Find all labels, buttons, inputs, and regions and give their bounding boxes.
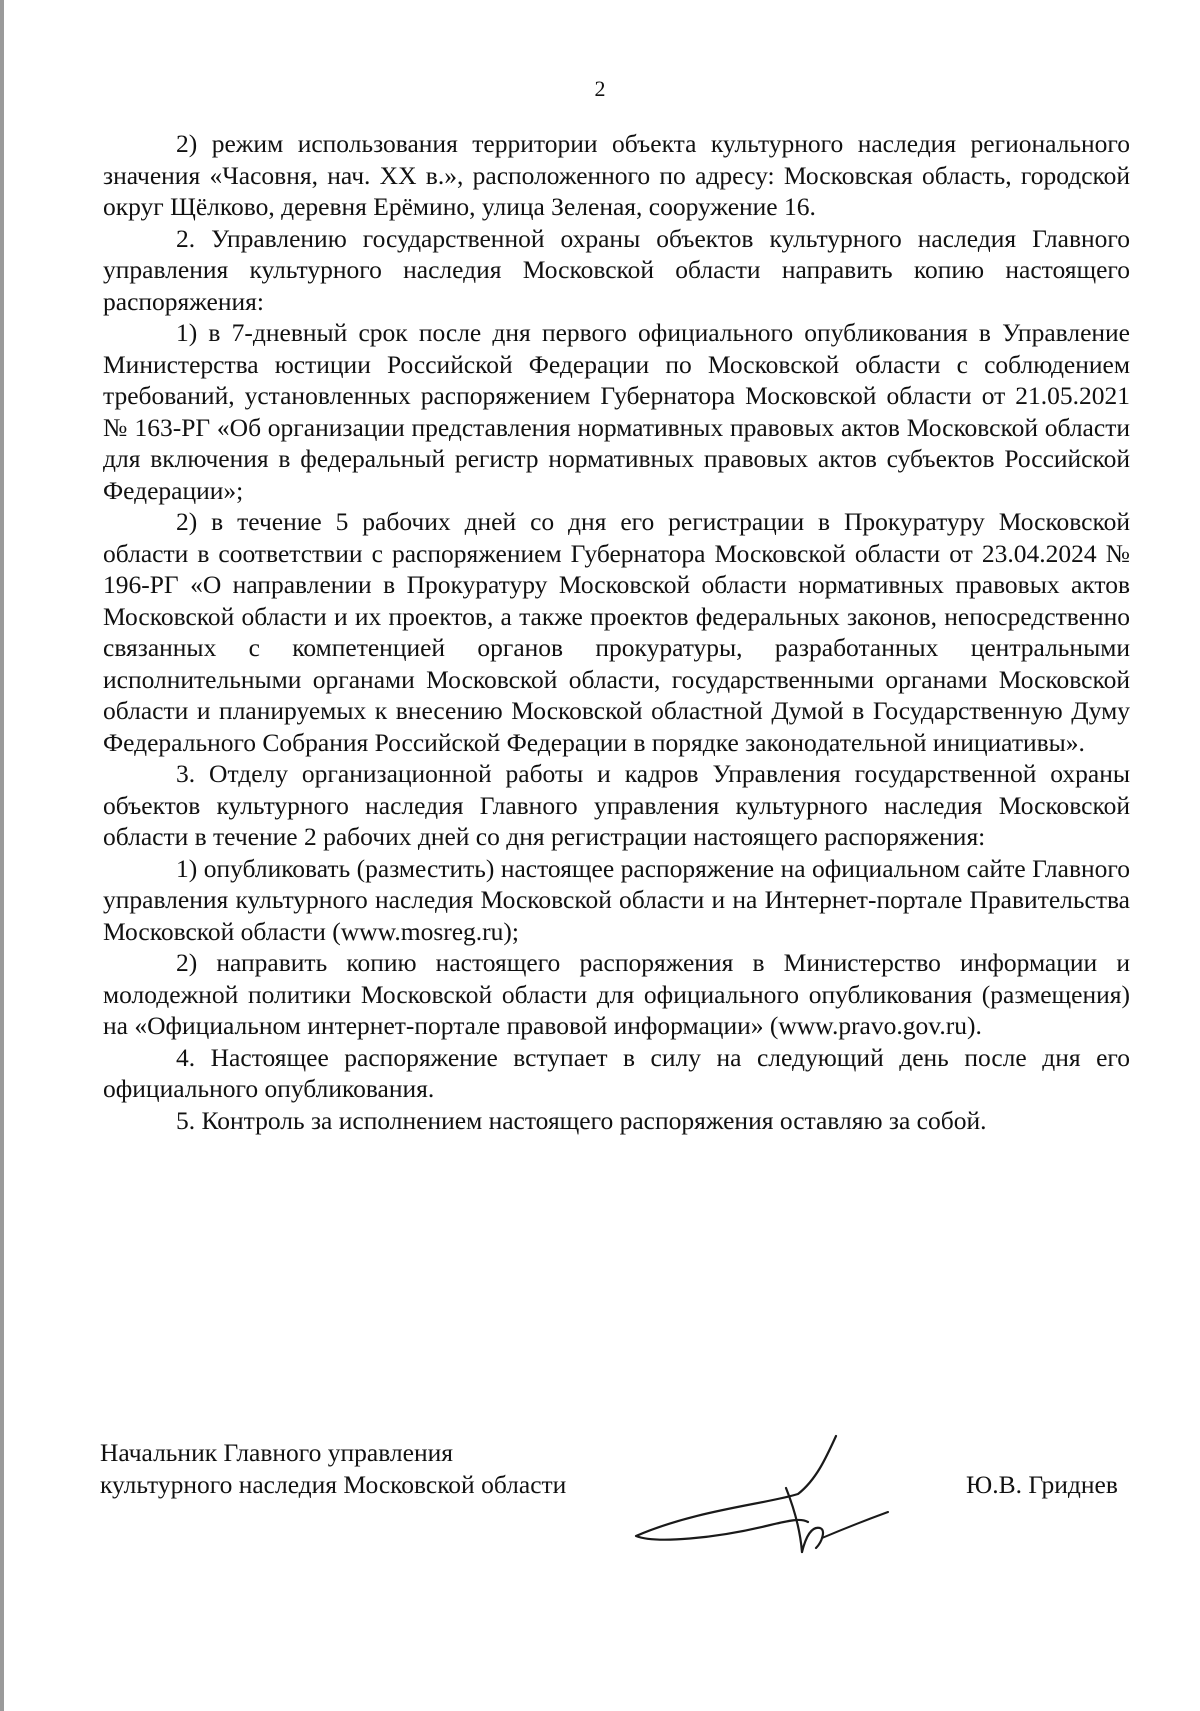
signatory-name: Ю.В. Гриднев	[966, 1470, 1118, 1499]
page-number: 2	[594, 76, 606, 101]
handwritten-signature	[626, 1418, 906, 1558]
signatory-title-line-2: культурного наследия Московской области	[100, 1470, 567, 1499]
scan-edge	[0, 0, 4, 1711]
paragraph-clause-4: 4. Настоящее распоряжение вступает в силу на следующий день после дня его официального опубликования.	[103, 1042, 1130, 1103]
paragraph-clause-2-subitem-2: 2) в течение 5 рабочих дней со дня его регистрации в Прокуратуру Московской области в соответствии с распоряжением Губернатора Московской области от 23.04.2024 № 196-РГ «О направлении в Прокуратуру Московской области нормативных правовых актов Московской области и их проектов, а также проектов федеральных законов, непосредственно связанных с компетенцией органов прокуратуры, разработанных центральными исполнительными органами Московской области, государственными органами Московской области и планируемых к внесению Московской областной Думой в Государственную Думу Федерального Собрания Российской Федерации в порядке законодательной инициативы».	[103, 507, 1130, 757]
signatory-title-line-1: Начальник Главного управления	[100, 1438, 453, 1467]
paragraph-clause-5: 5. Контроль за исполнением настоящего распоряжения оставляю за собой.	[176, 1105, 987, 1135]
document-body	[103, 128, 1130, 1136]
signatory-title	[100, 1437, 566, 1501]
paragraph-clause-3-subitem-2: 2) направить копию настоящего распоряжения в Министерство информации и молодежной политики Московской области для официального опубликования (размещения) на «Официальном интернет-портале правовой информации» (www.pravo.gov.ru).	[103, 948, 1130, 1040]
paragraph-clause-3-subitem-1: 1) опубликовать (разместить) настоящее распоряжение на официальном сайте Главного управления культурного наследия Московской области и на Интернет-портале Правительства Московской области (www.mosreg.ru);	[103, 853, 1130, 946]
paragraph-clause-2-item-2: 2) режим использования территории объекта культурного наследия регионального значения «Часовня, нач. XX в.», расположенного по адресу: Московская область, городской округ Щёлково, деревня Ерёмино, улица Зеленая, сооружение 16.	[103, 129, 1130, 221]
paragraph-clause-2: 2. Управлению государственной охраны объектов культурного наследия Главного управления культурного наследия Московской области направить копию настоящего распоряжения:	[103, 223, 1130, 316]
paragraph-clause-3: 3. Отделу организационной работы и кадров Управления государственной охраны объектов культурного наследия Главного управления культурного наследия Московской области в течение 2 рабочих дней со дня регистрации настоящего распоряжения:	[103, 759, 1130, 851]
paragraph-clause-2-subitem-1: 1) в 7-дневный срок после дня первого официального опубликования в Управление Министерства юстиции Российской Федерации по Московской области с соблюдением требований, установленных распоряжением Губернатора Московской области от 21.05.2021 № 163-РГ «Об организации представления нормативных правовых актов Московской области для включения в федеральный регистр нормативных правовых актов субъектов Российской Федерации»;	[103, 318, 1130, 505]
